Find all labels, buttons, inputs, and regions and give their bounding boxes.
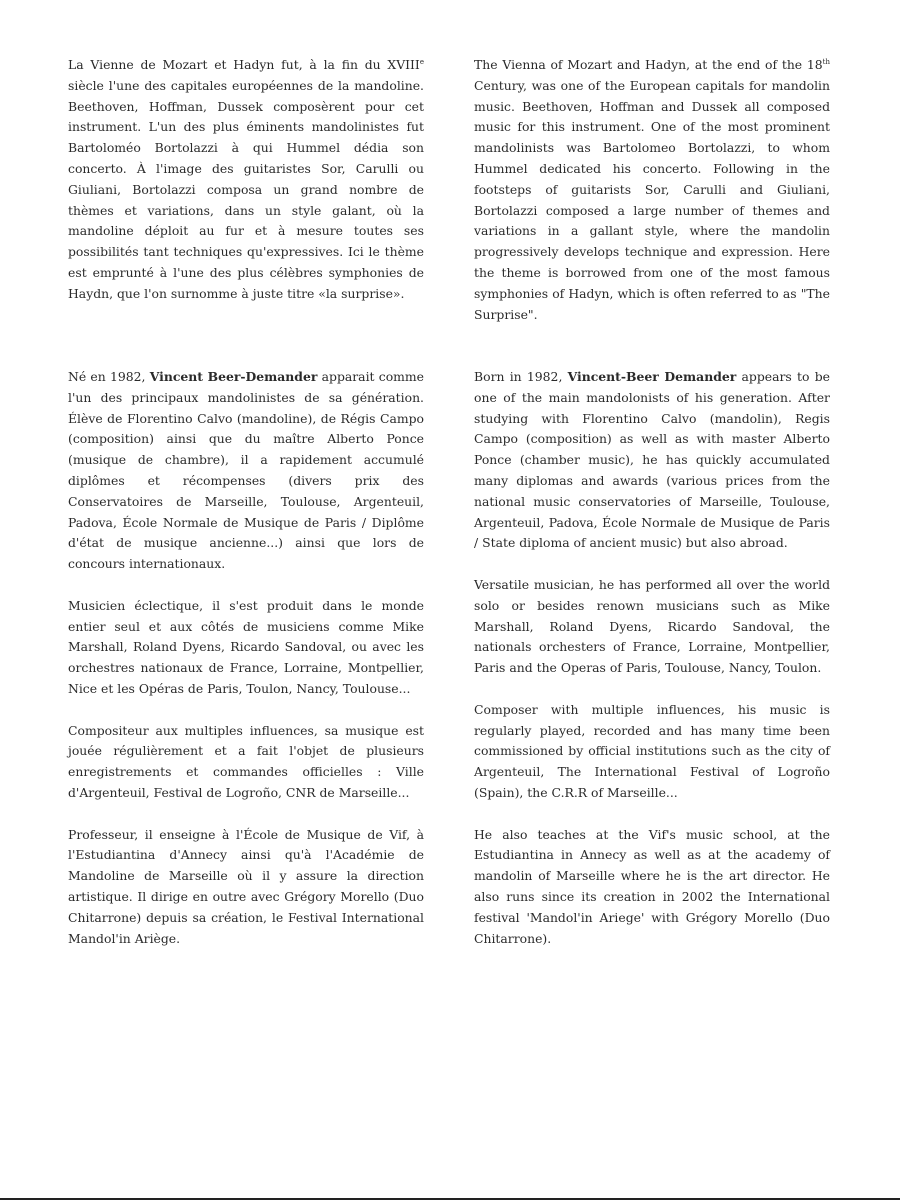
french-intro-paragraph: La Vienne de Mozart et Hadyn fut, à la fin du XVIIIe siècle l'une des capitales européennes de la mandoline. Beethoven, Hoffman, Dussek composèrent pour cet instrument. L'un des plus éminents mandolinistes fut Bartoloméo Bortolazzi à qui Hummel dédia son concerto. À l'image des guitaristes Sor, Carulli ou Giuliani, Bortolazzi composa un grand nombre de thèmes et variations, dans un style galant, où la mandoline déploit au fur et à mesure toutes ses possibilités tant techniques qu'expressives. Ici le thème est emprunté à l'une des plus célèbres symphonies de Haydn, que l'on surnomme à juste titre «la surprise». bbox=[68, 57, 424, 301]
french-bio-paragraph-1: Né en 1982, Vincent Beer-Demander apparait comme l'un des principaux mandolinistes de sa génération. Élève de Florentino Calvo (mandoline), de Régis Campo (composition) ainsi que du maître Alberto Ponce (musique de chambre), il a rapidement accumulé diplômes et récompenses (divers prix des Conservatoires de Marseille, Toulouse, Argenteuil, Padova, École Normale de Musique de Paris / Diplôme d'état de musique ancienne...) ainsi que lors de concours internationaux. bbox=[68, 369, 424, 572]
french-intro-block bbox=[68, 55, 424, 305]
french-bio-paragraph-3: Compositeur aux multiples influences, sa musique est jouée régulièrement et a fait l'objet de plusieurs enregistrements et commandes officielles : Ville d'Argenteuil, Festival de Logroño, CNR de Marseille... bbox=[68, 722, 424, 800]
french-bio-block bbox=[68, 367, 424, 949]
english-bio-paragraph-1: Born in 1982, Vincent-Beer Demander appears to be one of the main mandolonists of his generation. After studying with Florentino Calvo (mandolin), Regis Campo (composition) as well as with master Alberto Ponce (chamber music), he has quickly accumulated many diplomas and awards (various prices from the national music conservatories of Marseille, Toulouse, Argenteuil, Padova, École Normale de Musique de Paris / State diploma of ancient music) but also abroad. bbox=[474, 369, 830, 551]
french-bio-paragraph-4: Professeur, il enseigne à l'École de Musique de Vif, à l'Estudiantina d'Annecy ainsi qu'à l'Académie de Mandoline de Marseille où il y assure la direction artistique. Il dirige en outre avec Grégory Morello (Duo Chitarrone) depuis sa création, le Festival International Mandol'in Ariège. bbox=[68, 826, 424, 946]
artist-name: Vincent-Beer Demander bbox=[567, 369, 737, 384]
english-bio-paragraph-2: Versatile musician, he has performed all over the world solo or besides renown musicians such as Mike Marshall, Roland Dyens, Ricardo Sandoval, the nationals orchesters of France, Lorraine, Montpellier, Paris and the Operas of Paris, Toulouse, Nancy, Toulon. bbox=[474, 576, 830, 676]
artist-name: Vincent Beer-Demander bbox=[149, 369, 318, 384]
english-bio-paragraph-3: Composer with multiple influences, his music is regularly played, recorded and has many time been commissioned by official institutions such as the city of Argenteuil, The International Festival of Logroño (Spain), the C.R.R of Marseille... bbox=[474, 701, 830, 800]
english-intro-paragraph: The Vienna of Mozart and Hadyn, at the end of the 18th Century, was one of the European capitals for mandolin music. Beethoven, Hoffman and Dussek all composed music for this instrument. One of the most prominent mandolinists was Bartolomeo Bortolazzi, to whom Hummel dedicated his concerto. Following in the footsteps of guitarists Sor, Carulli and Giuliani, Bortolazzi composed a large number of themes and variations in a gallant style, where the mandolin progressively develops technique and expression. Here the theme is borrowed from one of the most famous symphonies of Hadyn, which is often referred to as "The Surprise". bbox=[474, 57, 830, 322]
english-bio-paragraph-4: He also teaches at the Vif's music school, at the Estudiantina in Annecy as well as at the academy of mandolin of Marseille where he is the art director. He also runs since its creation in 2002 the International festival 'Mandol'in Ariege' with Grégory Morello (Duo Chitarrone). bbox=[474, 826, 830, 946]
english-bio-block bbox=[474, 367, 830, 949]
french-bio-paragraph-2: Musicien éclectique, il s'est produit dans le monde entier seul et aux côtés de musiciens comme Mike Marshall, Roland Dyens, Ricardo Sandoval, ou avec les orchestres nationaux de France, Lorraine, Montpellier, Nice et les Opéras de Paris, Toulon, Nancy, Toulouse... bbox=[68, 597, 424, 696]
english-intro-block bbox=[474, 55, 830, 325]
